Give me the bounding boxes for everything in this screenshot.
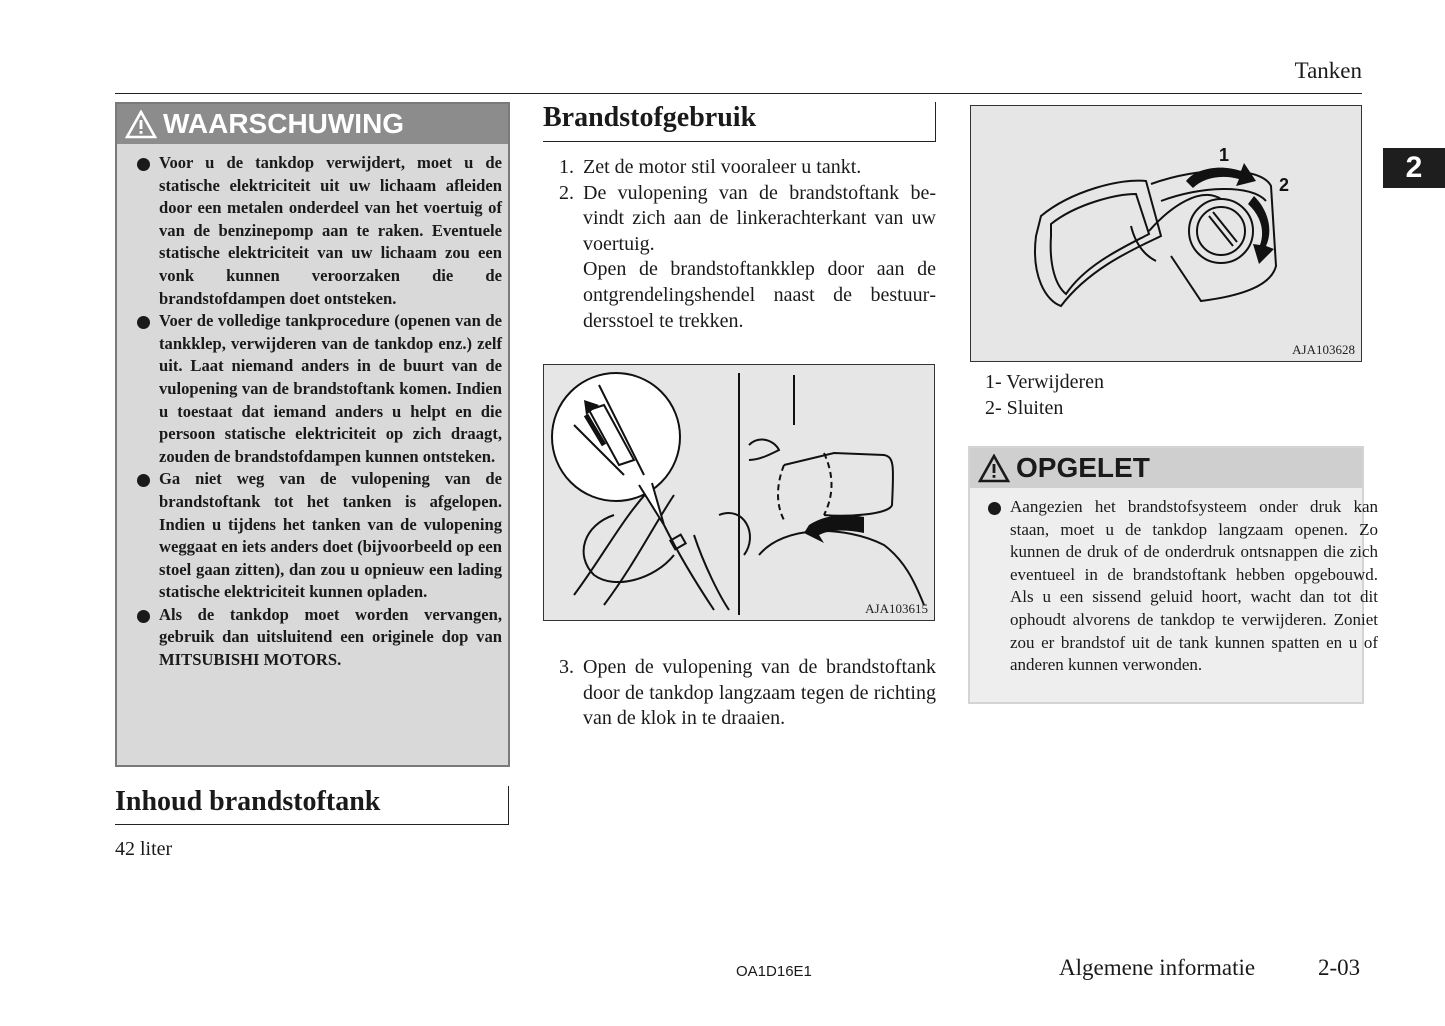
capacity-value: 42 liter [115,838,173,860]
step-item [543,155,936,181]
capacity-title-box [115,786,509,825]
step-number: 1. [559,156,574,178]
legend-item: 1- Verwijderen [985,371,1105,393]
caution-item: Aangezien het brandstofsysteem onder druk kan staan, moet u de tankdop langzaam openen. Zo kunnen de druk of de onderdruk ontsnappen die zich eventueel in de brandstoftank hebben opgebouwd. Als u een sissend geluid hoort, wacht dan tot dit ophoudt alvorens de tankdop te verwijderen. Zoniet zou er brandstof uit de tank kunnen spatten en u of anderen kunnen verwonden. [988,496,1378,677]
warning-header [117,104,508,144]
warning-box [115,102,510,767]
step-number: 2. [559,181,574,204]
step-text: Open de vulopening van de brandstoftank door de tankdop langzaam tegen de richting van de klok in te draaien. [583,656,936,730]
step-number: 3. [559,656,574,678]
warning-triangle-icon [978,454,1010,483]
capacity-title: Inhoud brandstoftank [115,786,381,817]
warning-item: Voer de volledige tankprocedure (openen van de tankklep, verwijderen van de tankdop enz.) zelf uit. Laat niemand anders in de buurt van de vulopening van de brandstoftank komen. Indien u toestaat dat iemand anders u helpt en die persoon statische elektriciteit op zich draagt, zouden de brandstofdampen kunnen ontsteken. [137,310,502,468]
step-text: De vulopening van de brandstoftank bevindt zich aan de linkerachterkant van uw voertuig. [583,181,936,255]
warning-triangle-icon [125,110,157,139]
caution-heading: OPGELET [1016,452,1150,483]
fuel-cap-figure [970,105,1362,362]
caution-box [968,446,1378,704]
usage-title-box [543,102,936,142]
running-header: Tanken [1294,58,1362,83]
figure-code: AJA103615 [865,601,928,616]
fuel-lever-illustration [544,365,933,619]
step-text: Zet de motor stil vooraleer u tankt. [583,156,862,178]
step-item [543,655,936,732]
step-extra-text: Open de brandstoftankklep door aan de ontgrendelingshendel naast de bestuurdersstoel te trekken. [583,258,936,332]
usage-title: Brandstofgebruik [543,102,757,133]
step-item [543,181,936,335]
chapter-tab: 2 [1383,148,1445,188]
warning-item: Voor u de tankdop verwijdert, moet u de statische elektriciteit uit uw lichaam afleiden door een metalen onderdeel van het voertuig of van de benzinepomp aan te raken. Eventuele statische elektriciteit van uw lichaam zou een vonk kunnen veroorzaken die de brandstofdampen doet ontsteken. [137,152,502,310]
caution-header [970,448,1362,488]
page-number: 2-03 [1318,955,1361,980]
figure-legend [985,369,1104,421]
header-rule [115,93,1362,94]
figure-code: AJA103628 [1292,342,1355,357]
callout-1: 1 [1219,145,1230,165]
legend-item: 2- Sluiten [985,397,1064,419]
warning-heading: WAARSCHUWING [163,108,405,139]
fuel-lever-figure [543,364,935,621]
callout-2: 2 [1279,175,1290,195]
usage-steps-continued [543,655,936,732]
usage-steps [543,155,936,334]
warning-item: Ga niet weg van de vulopening van de brandstoftank tot het tanken is afgelopen. Indien u tijdens het tanken van de vulopening weggaat en iets anders doet (bijvoorbeeld op een stoel gaan zitten), dan zou u opnieuw een lading statische elektriciteit kunnen opladen. [137,468,502,604]
warning-list [137,152,502,672]
warning-item: Als de tankdop moet worden vervangen, gebruik dan uitsluitend een originele dop van MITSUBISHI MOTORS. [137,604,502,672]
footer-section: Algemene informatie [1059,955,1256,980]
document-code: OA1D16E1 [736,963,812,980]
fuel-cap-illustration [971,106,1360,360]
